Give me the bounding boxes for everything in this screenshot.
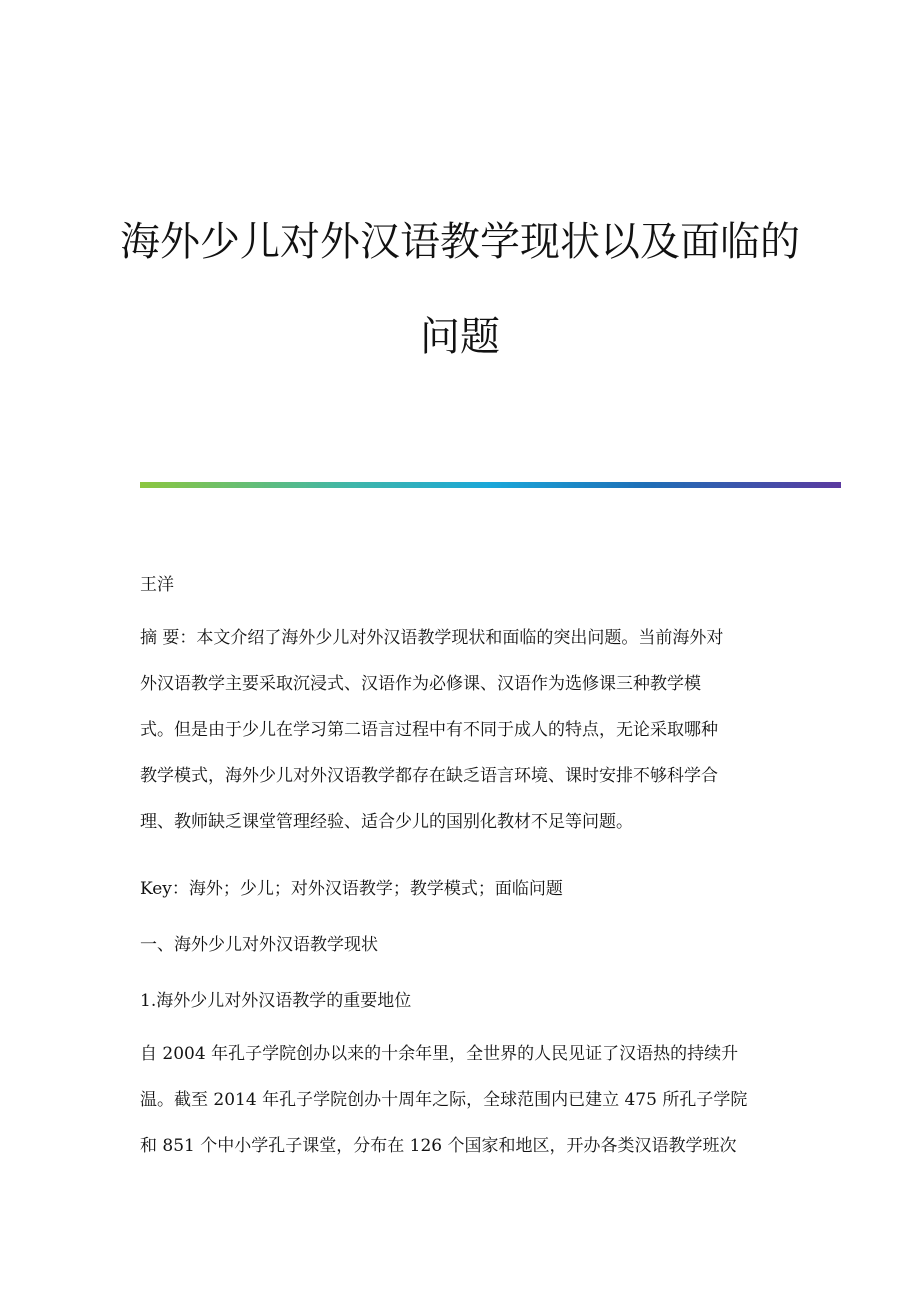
abstract-line: 摘 要：本文介绍了海外少儿对外汉语教学现状和面临的突出问题。当前海外对 xyxy=(140,628,724,648)
abstract-line: 教学模式，海外少儿对外汉语教学都存在缺乏语言环境、课时安排不够科学合 xyxy=(140,766,718,786)
document-title-line-2: 问题 xyxy=(420,314,500,360)
subsection-heading: 1.海外少儿对外汉语教学的重要地位 xyxy=(140,991,412,1011)
body-line: 自 2004 年孔子学院创办以来的十余年里，全世界的人民见证了汉语热的持续升 xyxy=(140,1044,739,1064)
body-line: 和 851 个中小学孔子课堂，分布在 126 个国家和地区，开办各类汉语教学班次 xyxy=(140,1136,737,1156)
title-divider-rule xyxy=(140,482,841,488)
document-title-line-1: 海外少儿对外汉语教学现状以及面临的 xyxy=(120,219,800,265)
body-line: 温。截至 2014 年孔子学院创办十周年之际，全球范围内已建立 475 所孔子学院 xyxy=(140,1090,748,1110)
keywords-line: Key：海外；少儿；对外汉语教学；教学模式；面临问题 xyxy=(140,879,563,899)
section-heading: 一、海外少儿对外汉语教学现状 xyxy=(140,935,378,955)
author-name: 王洋 xyxy=(140,575,174,595)
abstract-line: 理、教师缺乏课堂管理经验、适合少儿的国别化教材不足等问题。 xyxy=(140,812,633,832)
body-paragraph xyxy=(140,1042,780,1180)
abstract-line: 外汉语教学主要采取沉浸式、汉语作为必修课、汉语作为选修课三种教学模 xyxy=(140,674,701,694)
abstract-paragraph xyxy=(140,626,780,856)
abstract-line: 式。但是由于少儿在学习第二语言过程中有不同于成人的特点，无论采取哪种 xyxy=(140,720,718,740)
